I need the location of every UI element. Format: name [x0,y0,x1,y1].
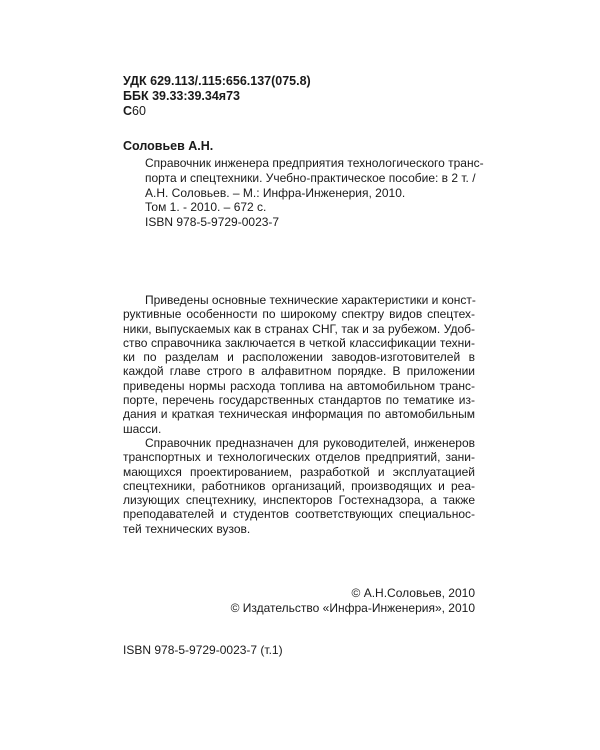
copyright-author: © А.Н.Соловьев, 2010 [351,586,475,600]
author-mark [123,104,311,119]
abstract-line: транспортных и технологических отделов предприятий, зани- [123,450,475,465]
abstract-line: ники, выпускаемых как в странах СНГ, так и за рубежом. Удоб- [123,321,475,336]
abstract-line: каждой главе строго в алфавитном порядке. В приложении [123,364,475,379]
biblio-line: Справочник инженера предприятия технологического транс- [145,156,484,170]
copyright-block [231,586,475,616]
biblio-line: А.Н. Соловьев. – М.: Инфра-Инженерия, 2010. [145,185,406,200]
abstract-line: лизующих спецтехнику, инспекторов Гостехнадзора, а также [123,493,475,508]
abstract-line: Справочник предназначен для руководителей, инженеров [145,435,475,450]
biblio-line: ISBN 978-5-9729-0023-7 [145,215,280,230]
abstract [123,293,475,536]
abstract-line: тей технических вузов. [123,521,251,536]
author-name: Соловьев А.Н. [123,139,214,153]
abstract-line: руктивные особенности по широкому спектру видов спецтех- [123,307,475,322]
abstract-line: порте, перечень государственных стандартов по тематике из- [123,393,475,408]
biblio-line: порта и спецтехники. Учебно-практическое пособие: в 2 т. / [145,170,476,185]
abstract-line: мающихся проектированием, разработкой и эксплуатацией [123,464,475,479]
isbn-footer: ISBN 978-5-9729-0023-7 (т.1) [123,643,283,657]
classification-block [123,74,311,119]
abstract-line: Приведены основные технические характеристики и конст- [145,293,476,307]
abstract-line: ство справочника заключается в четкой классификации техни- [123,335,475,350]
copyright-publisher: © Издательство «Инфра-Инженерия», 2010 [230,601,475,615]
bibliographic-record [145,156,484,230]
abstract-line: преподавателей и студентов соответствующих специальнос- [123,507,475,522]
bbk-code: ББК 39.33:39.34я73 [123,89,240,103]
abstract-line: дания и краткая техническая информация по автомобильным [123,407,475,422]
author-mark-code: 60 [132,104,146,118]
author-mark-letter: С [123,104,133,118]
biblio-line: Том 1. - 2010. – 672 с. [145,200,267,215]
udk-code: УДК 629.113/.115:656.137(075.8) [123,74,311,88]
abstract-line: ки по разделам и расположении заводов-изготовителей в [123,350,475,365]
abstract-line: приведены нормы расхода топлива на автомобильном транс- [123,378,475,393]
abstract-line: спецтехники, работников организаций, производящих и реа- [123,478,475,493]
abstract-line: шасси. [123,421,162,436]
